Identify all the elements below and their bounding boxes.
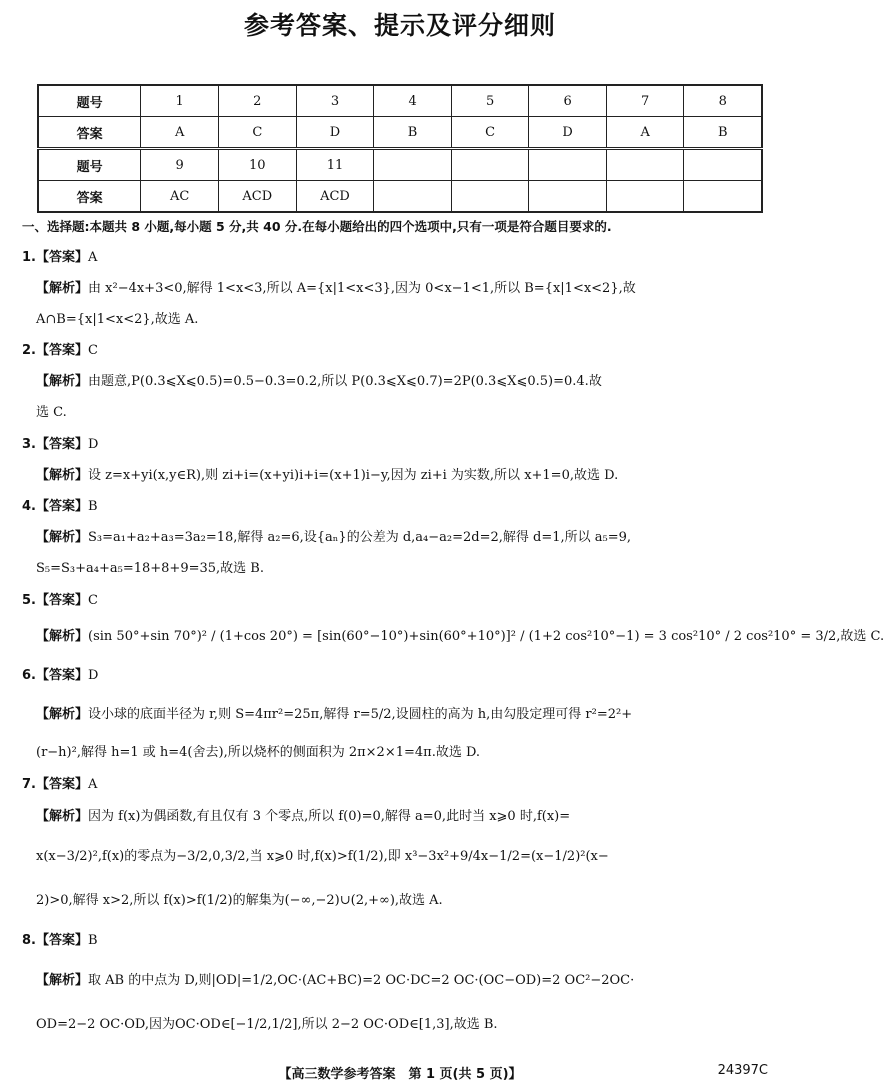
answer-line-8: [22, 932, 782, 950]
answer-value: B: [88, 933, 98, 948]
answer-line-7: [22, 776, 782, 794]
question-number: 7.: [22, 777, 36, 792]
table-cell: [684, 149, 762, 181]
table-cell: [529, 181, 607, 213]
table-header-cell: 题号: [38, 149, 141, 181]
analysis-label: 【解析】: [36, 629, 89, 644]
table-cell: [606, 181, 684, 213]
answer-line-4: [22, 498, 782, 516]
analysis-line: (r−h)²,解得 h=1 或 h=4(舍去),所以烧杯的侧面积为 2π×2×1=4π.故选 D.: [36, 745, 481, 760]
analysis-label: 【解析】: [36, 374, 89, 389]
analysis-line: 选 C.: [36, 405, 67, 420]
table-cell: [451, 149, 529, 181]
answer-value: A: [88, 777, 98, 792]
table-cell: ACD: [296, 181, 374, 213]
answer-line-1: [22, 249, 782, 267]
table-cell: B: [684, 117, 762, 149]
table-cell: AC: [141, 181, 219, 213]
table-cell: A: [606, 117, 684, 149]
analysis-text: S₃=a₁+a₂+a₃=3a₂=18,解得 a₂=6,设{aₙ}的公差为 d,a₄−a₂=2d=2,解得 d=1,所以 a₅=9,: [88, 530, 632, 545]
analysis-text: 由 x²−4x+3<0,解得 1<x<3,所以 A={x|1<x<3},因为 0<x−1<1,所以 B={x|1<x<2},故: [88, 281, 636, 296]
table-cell: C: [451, 117, 529, 149]
table-row: [38, 149, 762, 181]
table-row: [38, 181, 762, 213]
answer-value: C: [88, 593, 98, 608]
table-row: [38, 85, 762, 117]
answer-value: C: [88, 343, 98, 358]
analysis-text: 取 AB 的中点为 D,则|OD|=1/2,OC·(AC+BC)=2 OC·DC=2 OC·(OC−OD)=2 OC²−2OC·: [88, 973, 635, 988]
question-number: 4.: [22, 499, 36, 514]
answer-label: 【答案】: [35, 499, 88, 514]
analysis-line: 2)>0,解得 x>2,所以 f(x)>f(1/2)的解集为(−∞,−2)∪(2,+∞),故选 A.: [36, 893, 443, 908]
table-cell: 1: [141, 85, 219, 117]
answer-line-3: [22, 436, 782, 454]
answer-label: 【答案】: [35, 668, 88, 683]
page-title: 参考答案、提示及评分细则: [243, 11, 556, 40]
table-cell: [606, 149, 684, 181]
analysis-text: 设 z=x+yi(x,y∈R),则 zi+i=(x+yi)i+i=(x+1)i−y,因为 zi+i 为实数,所以 x+1=0,故选 D.: [88, 468, 619, 483]
analysis-line: [36, 467, 776, 485]
table-cell: 7: [606, 85, 684, 117]
table-cell: 9: [141, 149, 219, 181]
answer-label: 【答案】: [35, 250, 88, 265]
analysis-line: [36, 280, 776, 298]
answer-label: 【答案】: [35, 777, 88, 792]
answer-line-6: [22, 667, 782, 685]
analysis-label: 【解析】: [36, 468, 89, 483]
answer-value: D: [88, 437, 99, 452]
paper-code: 24397C: [717, 1063, 768, 1078]
analysis-label: 【解析】: [36, 707, 89, 722]
analysis-line: [36, 628, 884, 646]
answer-label: 【答案】: [35, 437, 88, 452]
answer-value: B: [88, 499, 98, 514]
analysis-label: 【解析】: [36, 973, 89, 988]
table-cell: D: [296, 117, 374, 149]
question-number: 2.: [22, 343, 36, 358]
analysis-line: OD=2−2 OC·OD,因为OC·OD∈[−1/2,1/2],所以 2−2 OC·OD∈[1,3],故选 B.: [36, 1017, 498, 1032]
analysis-text: (sin 50°+sin 70°)² / (1+cos 20°) = [sin(60°−10°)+sin(60°+10°)]² / (1+2 cos²10°−1) = 3 cos²10° / 2 cos²10° = 3/2,故选 C.: [88, 629, 884, 644]
table-cell: 4: [374, 85, 452, 117]
question-number: 1.: [22, 250, 36, 265]
table-cell: ACD: [218, 181, 296, 213]
table-cell: [684, 181, 762, 213]
page-footer: 【高三数学参考答案 第 1 页(共 5 页)】: [278, 1067, 522, 1082]
answer-label: 【答案】: [35, 933, 88, 948]
table-cell: 3: [296, 85, 374, 117]
analysis-line: x(x−3/2)²,f(x)的零点为−3/2,0,3/2,当 x⩾0 时,f(x)>f(1/2),即 x³−3x²+9/4x−1/2=(x−1/2)²(x−: [36, 849, 609, 864]
table-cell: 2: [218, 85, 296, 117]
answer-line-5: [22, 592, 782, 610]
answer-line-2: [22, 342, 782, 360]
answer-label: 【答案】: [35, 343, 88, 358]
table-cell: 5: [451, 85, 529, 117]
table-cell: 10: [218, 149, 296, 181]
table-cell: [451, 181, 529, 213]
analysis-text: 因为 f(x)为偶函数,有且仅有 3 个零点,所以 f(0)=0,解得 a=0,此时当 x⩾0 时,f(x)=: [88, 809, 571, 824]
analysis-line: [36, 972, 776, 990]
analysis-label: 【解析】: [36, 809, 89, 824]
table-cell: A: [141, 117, 219, 149]
analysis-line: [36, 529, 776, 547]
table-cell: C: [218, 117, 296, 149]
table-cell: 6: [529, 85, 607, 117]
table-cell: 8: [684, 85, 762, 117]
answer-value: D: [88, 668, 99, 683]
answer-table: [37, 84, 763, 213]
table-cell: [374, 149, 452, 181]
analysis-label: 【解析】: [36, 530, 89, 545]
table-cell: B: [374, 117, 452, 149]
table-cell: [529, 149, 607, 181]
question-number: 5.: [22, 593, 36, 608]
analysis-line: [36, 706, 776, 724]
table-header-cell: 答案: [38, 117, 141, 149]
table-row: [38, 117, 762, 149]
analysis-text: 设小球的底面半径为 r,则 S=4πr²=25π,解得 r=5/2,设圆柱的高为 h,由勾股定理可得 r²=2²+: [88, 707, 633, 722]
analysis-line: [36, 808, 776, 826]
answer-label: 【答案】: [35, 593, 88, 608]
section-heading: 一、选择题:本题共 8 小题,每小题 5 分,共 40 分.在每小题给出的四个选项中,只有一项是符合题目要求的.: [22, 219, 612, 234]
table-cell: 11: [296, 149, 374, 181]
table-header-cell: 题号: [38, 85, 141, 117]
analysis-label: 【解析】: [36, 281, 89, 296]
question-number: 3.: [22, 437, 36, 452]
analysis-line: A∩B={x|1<x<2},故选 A.: [36, 312, 199, 327]
table-header-cell: 答案: [38, 181, 141, 213]
answer-value: A: [88, 250, 98, 265]
analysis-text: 由题意,P(0.3⩽X⩽0.5)=0.5−0.3=0.2,所以 P(0.3⩽X⩽0.7)=2P(0.3⩽X⩽0.5)=0.4.故: [88, 374, 602, 389]
table-cell: [374, 181, 452, 213]
question-number: 6.: [22, 668, 36, 683]
question-number: 8.: [22, 933, 36, 948]
analysis-line: [36, 373, 776, 391]
table-cell: D: [529, 117, 607, 149]
analysis-line: S₅=S₃+a₄+a₅=18+8+9=35,故选 B.: [36, 561, 264, 576]
